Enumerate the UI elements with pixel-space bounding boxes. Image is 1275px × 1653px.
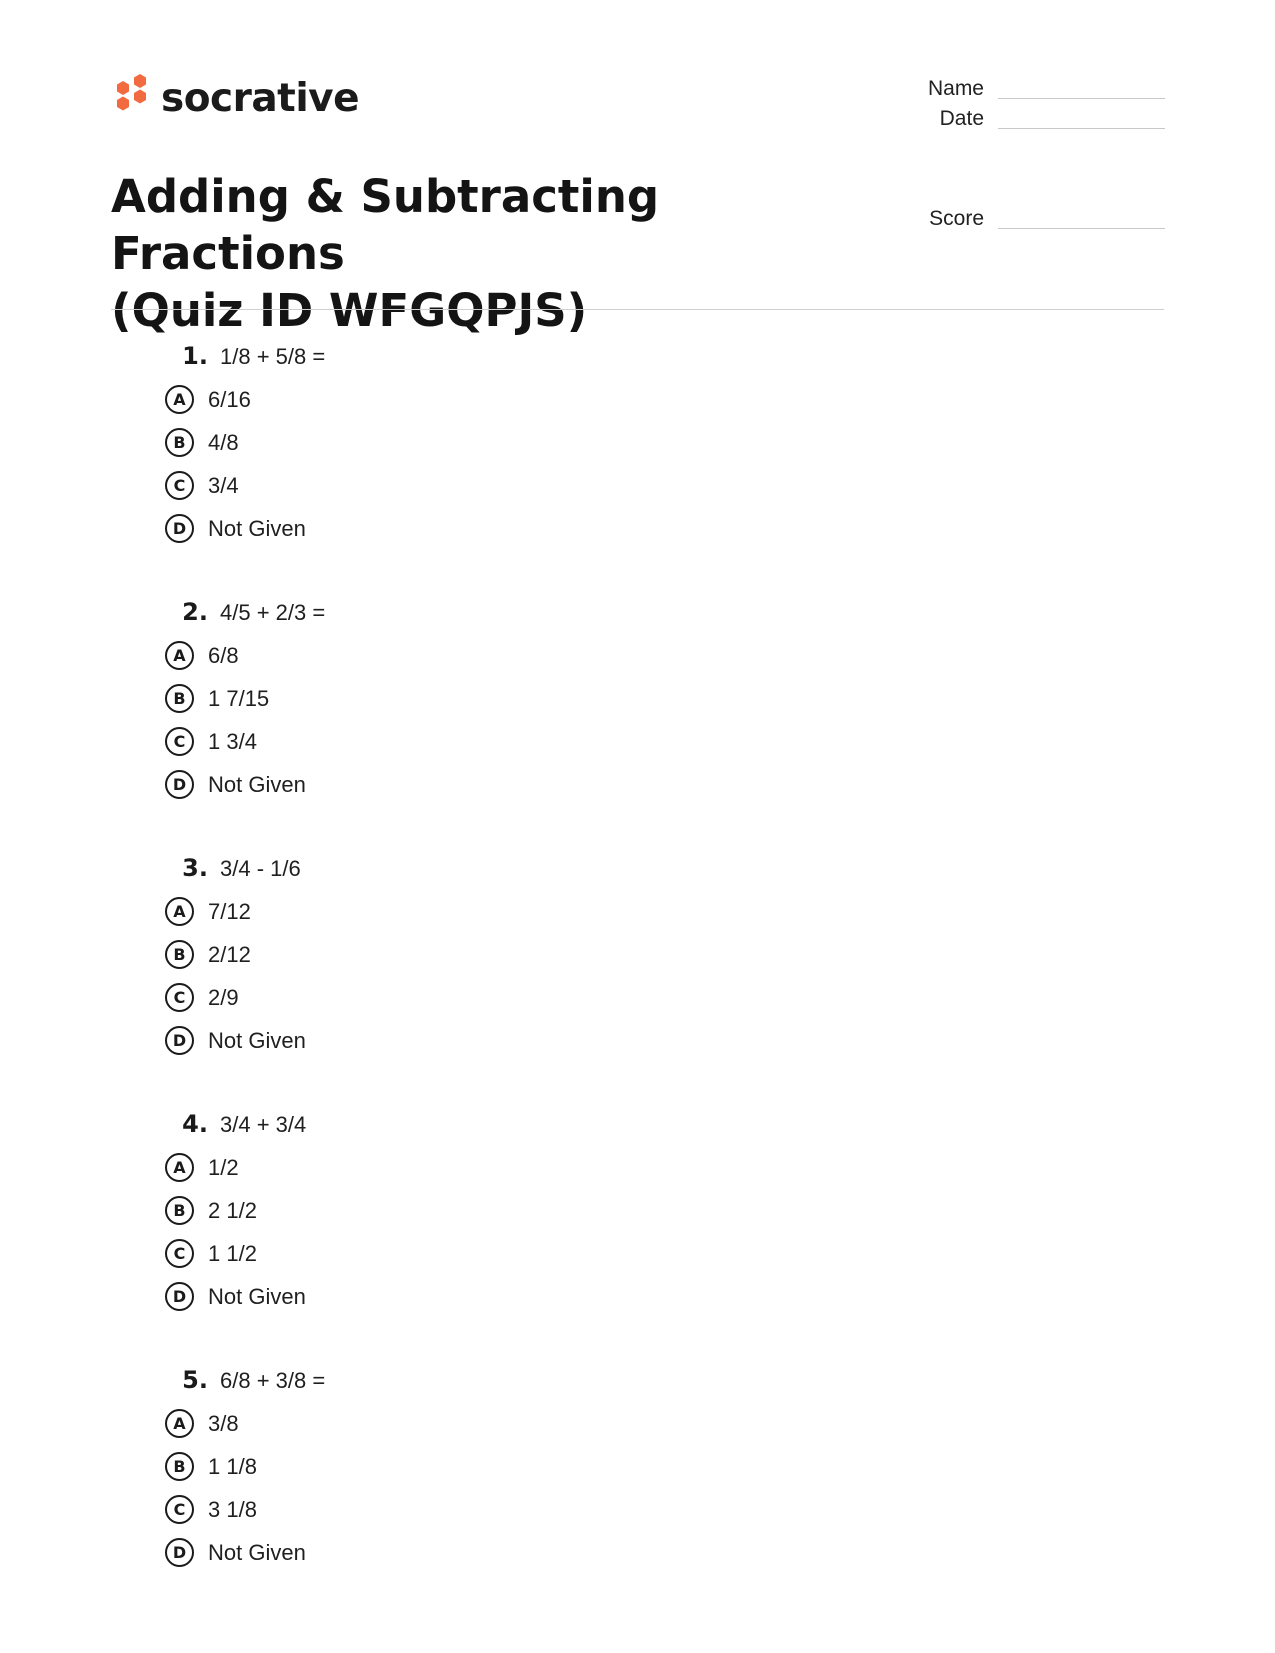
header-divider [111,309,1164,310]
quiz-title-line2: (Quiz ID WFGQPJS) [111,284,588,337]
name-field[interactable] [884,78,1165,99]
choice-letter-badge[interactable]: C [165,1495,194,1524]
choice-b[interactable] [165,933,765,976]
choice-c[interactable] [165,976,765,1019]
choice-text: Not Given [208,515,306,541]
question-text: 3/4 + 3/4 [220,1112,307,1137]
brand-name: socrative [161,75,360,121]
socrative-logo [111,72,359,124]
question-number: 4. [182,1110,208,1138]
choice-text: Not Given [208,771,306,797]
choice-letter-badge[interactable]: D [165,514,194,543]
question-number: 5. [182,1366,208,1394]
question-5 [165,1366,765,1574]
choice-letter-badge[interactable]: B [165,684,194,713]
choice-c[interactable] [165,1488,765,1531]
choice-letter-badge[interactable]: C [165,1239,194,1268]
date-label: Date [939,107,984,130]
question-text: 1/8 + 5/8 = [220,344,326,369]
score-label: Score [929,207,984,230]
choice-letter-badge[interactable]: A [165,641,194,670]
choice-c[interactable] [165,1232,765,1275]
choice-letter-badge[interactable]: A [165,1409,194,1438]
choice-letter-badge[interactable]: A [165,385,194,414]
choice-text: Not Given [208,1027,306,1053]
choice-c[interactable] [165,720,765,763]
choice-d[interactable] [165,763,765,806]
question-number: 2. [182,598,208,626]
question-number: 3. [182,854,208,882]
choice-letter-badge[interactable]: C [165,983,194,1012]
question-3 [165,854,765,1062]
name-label: Name [927,77,984,100]
choice-text: 2/9 [208,984,239,1010]
choice-text: 2/12 [208,941,251,967]
quiz-title-line1: Adding & Subtracting Fractions [111,170,660,280]
choice-letter-badge[interactable]: B [165,940,194,969]
choice-letter-badge[interactable]: D [165,1538,194,1567]
choice-d[interactable] [165,1531,765,1574]
choice-text: 3/4 [208,472,239,498]
question-text: 4/5 + 2/3 = [220,600,326,625]
choice-text: 4/8 [208,429,239,455]
question-1 [165,342,765,550]
question-text: 6/8 + 3/8 = [220,1368,326,1393]
question-4 [165,1110,765,1318]
choice-letter-badge[interactable]: B [165,1452,194,1481]
choice-letter-badge[interactable]: A [165,897,194,926]
choice-text: 1 1/2 [208,1240,257,1266]
choice-text: 1 1/8 [208,1453,257,1479]
choice-a[interactable] [165,890,765,933]
choice-text: Not Given [208,1283,306,1309]
question-text: 3/4 - 1/6 [220,856,301,881]
name-line[interactable] [998,98,1165,99]
score-field[interactable] [884,208,1165,229]
choice-letter-badge[interactable]: C [165,727,194,756]
choice-text: 6/16 [208,386,251,412]
choice-letter-badge[interactable]: A [165,1153,194,1182]
choice-text: 1 7/15 [208,685,270,711]
choice-d[interactable] [165,1019,765,1062]
choice-c[interactable] [165,464,765,507]
question-number: 1. [182,342,208,370]
choice-letter-badge[interactable]: D [165,1282,194,1311]
quiz-title [111,168,871,339]
choice-letter-badge[interactable]: D [165,770,194,799]
choice-letter-badge[interactable]: C [165,471,194,500]
choice-a[interactable] [165,378,765,421]
question-2 [165,598,765,806]
choice-text: 3/8 [208,1410,239,1436]
choice-text: 1/2 [208,1154,239,1180]
choice-d[interactable] [165,507,765,550]
choice-text: 6/8 [208,642,239,668]
choice-text: 1 3/4 [208,728,257,754]
score-line[interactable] [998,228,1165,229]
choice-text: 2 1/2 [208,1197,257,1223]
choice-b[interactable] [165,677,765,720]
hexagon-cluster-icon [111,72,151,124]
choice-b[interactable] [165,421,765,464]
date-field[interactable] [884,108,1165,129]
date-line[interactable] [998,128,1165,129]
choice-d[interactable] [165,1275,765,1318]
choice-text: Not Given [208,1539,306,1565]
choice-a[interactable] [165,1402,765,1445]
choice-text: 7/12 [208,898,251,924]
choice-a[interactable] [165,1146,765,1189]
choice-letter-badge[interactable]: B [165,1196,194,1225]
choice-letter-badge[interactable]: B [165,428,194,457]
choice-a[interactable] [165,634,765,677]
choice-text: 3 1/8 [208,1496,257,1522]
choice-b[interactable] [165,1445,765,1488]
choice-b[interactable] [165,1189,765,1232]
choice-letter-badge[interactable]: D [165,1026,194,1055]
